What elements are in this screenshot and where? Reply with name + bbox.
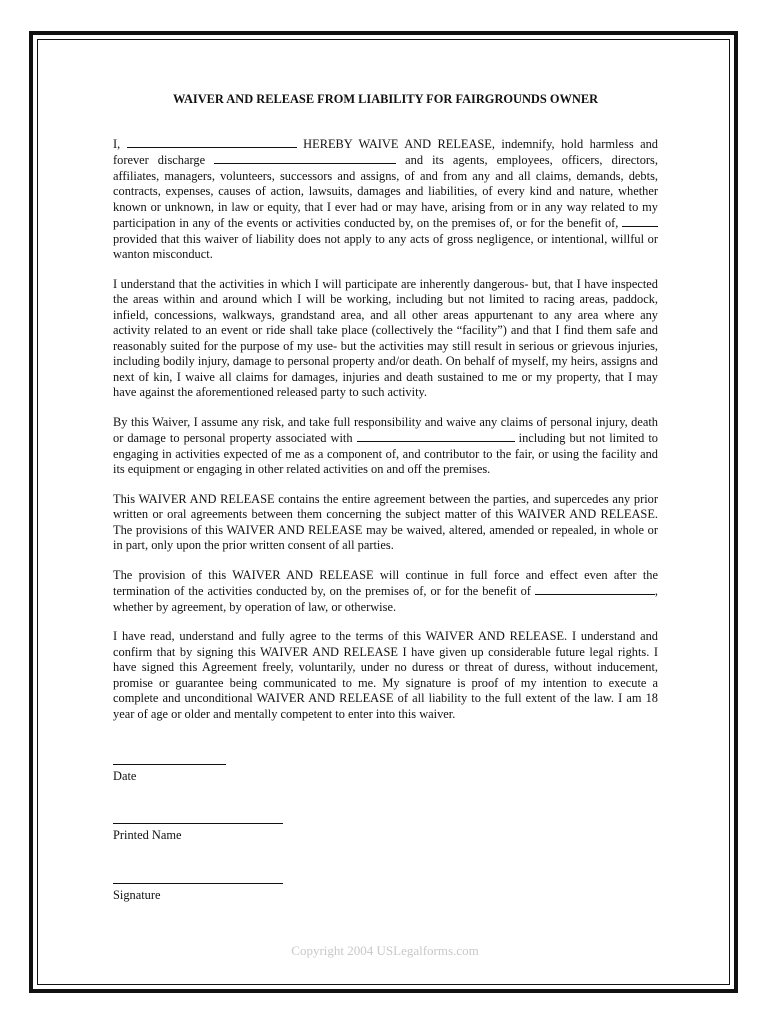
paragraph-risk-understanding: I understand that the activities in which I will participate are inherently dangerous- but, that I have inspected the areas within and around which I will be working, including but not limited to racing areas, paddock, infield, concessions, walkways, grandstand area, and all other areas appurtenant to any area where any activity related to an event or ride shall take place (collectively the “facility”) and that I find them safe and reasonably suited for the purpose of my use- but the activities may still result in serious or grievous injuries, including bodily injury, damage to personal property and/or death. On behalf of myself, my heirs, assigns and next of kin, I waive all claims for damages, injuries and death sustained to me or my property, that I may have against the aforementioned released party to such activity. — [113, 276, 658, 399]
paragraph-release: I, HEREBY WAIVE AND RELEASE, indemnify, hold harmless and forever discharge and its agents, employees, officers, directors, affiliates, managers, volunteers, successors and assigns, of and from any and all claims, demands, debts, contracts, expenses, causes of action, lawsuits, damages and liabilities, of every kind and nature, whether known or unknown, in law or equity, that I ever had or may have, arising from or in any way related to my participation in any of the events or activities conducted by, on the premises of, or for the benefit of, provided that this waiver of liability does not apply to any acts of gross negligence, or intentional, willful or wanton misconduct. — [113, 136, 658, 261]
document-title: WAIVER AND RELEASE FROM LIABILITY FOR FAIRGROUNDS OWNER — [172, 92, 599, 106]
paragraph-survival: The provision of this WAIVER AND RELEASE will continue in full force and effect even after the termination of the activities conducted by, on the premises of, or for the benefit of , whether by agreement, by operation of law, or otherwise. — [113, 567, 658, 614]
signature-line[interactable] — [113, 882, 283, 884]
date-signature-block — [113, 763, 226, 784]
signature-label: Signature — [113, 888, 161, 902]
paragraph-entire-agreement: This WAIVER AND RELEASE contains the entire agreement between the parties, and supercedes any prior written or oral agreements between them concerning the subject matter of this WAIVER AND RELEASE. The provisions of this WAIVER AND RELEASE may be waived, altered, amended or repealed, in whole or in part, only upon the prior written consent of all parties. — [113, 491, 658, 552]
survival-benefit-blank[interactable] — [535, 583, 655, 595]
document-body — [113, 92, 658, 736]
releasor-name-blank[interactable] — [127, 136, 297, 148]
printed-name-line[interactable] — [113, 822, 283, 824]
printed-name-label: Printed Name — [113, 828, 182, 842]
printed-name-block — [113, 822, 283, 843]
released-party-blank[interactable] — [214, 152, 396, 164]
signature-block — [113, 882, 283, 903]
date-label: Date — [113, 769, 137, 783]
date-line[interactable] — [113, 763, 226, 765]
associated-activity-blank[interactable] — [357, 430, 515, 442]
copyright-footer: Copyright 2004 USLegalforms.com — [291, 943, 479, 958]
paragraph-acknowledgement: I have read, understand and fully agree to the terms of this WAIVER AND RELEASE. I understand and confirm that by signing this WAIVER AND RELEASE I have given up considerable future legal rights. I have signed this Agreement freely, voluntarily, under no duress or threat of duress, without inducement, promise or guarantee being communicated to me. My signature is proof of my intention to execute a complete and unconditional WAIVER AND RELEASE of all liability to the full extent of the law. I am 18 year of age or older and mentally competent to enter into this waiver. — [113, 629, 658, 721]
benefit-party-blank[interactable] — [622, 215, 658, 227]
paragraph-assumption-of-risk: By this Waiver, I assume any risk, and take full responsibility and waive any claims of personal injury, death or damage to personal property associated with including but not limited to engaging in activities expected of me as a component of, and contributor to the fair, or using the facility and its equipment or engaging in other related activities on and off the premises. — [113, 414, 658, 476]
